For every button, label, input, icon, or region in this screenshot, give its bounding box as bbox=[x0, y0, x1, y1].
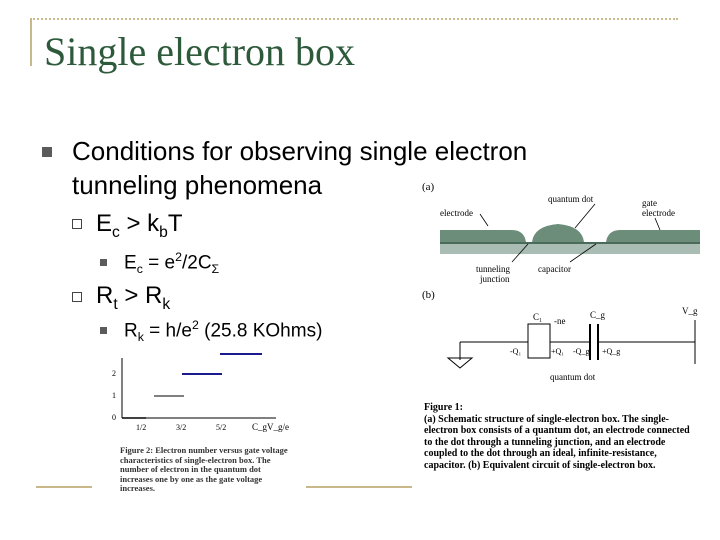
fig1-tj-line2: junction bbox=[480, 274, 510, 284]
sub-sub-bullet-marker bbox=[100, 259, 107, 266]
bullet-marker bbox=[42, 147, 52, 157]
fig1-label-a: (a) bbox=[422, 181, 435, 193]
title-left-rule bbox=[30, 18, 32, 66]
title-top-rule bbox=[30, 18, 678, 20]
bottom-rule-left bbox=[36, 486, 92, 488]
fig1-qgneg-label: -Q_g bbox=[573, 347, 590, 356]
fig1-vg-label: V_g bbox=[682, 306, 698, 316]
fig1-tj-line1: tunneling bbox=[476, 264, 510, 274]
sub-bullet-marker bbox=[72, 219, 82, 229]
sub-bullet-marker bbox=[72, 292, 82, 302]
figure1b-circuit bbox=[440, 300, 710, 395]
fig1-gate-line1: gate bbox=[642, 198, 657, 208]
condition-rt-rk: $R_t > R_k$ bbox=[96, 282, 171, 313]
fig1-cg-label: C_g bbox=[590, 310, 606, 320]
formula-rk: $R_k = h/e^2$ (25.8 KOhms) bbox=[124, 318, 323, 345]
bullet-text-conditions: Conditions for observing single electron tunneling phenomena bbox=[72, 136, 528, 200]
fig2-xtick-1: 1/2 bbox=[136, 423, 147, 432]
fig2-xtick-3: 5/2 bbox=[216, 423, 227, 432]
figure2-caption: Figure 2: Electron number versus gate voltage characteristics of single-electron box. The number of electron in the quantum dot increases one by one as the gate voltage increases. bbox=[120, 445, 288, 493]
figure1-caption-text: (a) Schematic structure of single-electron box. The single-electron box consists of a quantum dot, an electrode connected to the dot through a tunneling junction, and an electrode coupled to the dot through an ideal, infinite-resistance, capacitor. (b) Equivalent circuit of single-electron box. bbox=[424, 413, 690, 471]
fig1-tunneling-junction-label bbox=[476, 264, 510, 284]
formula-ec: $E_c = e^2/2C_\Sigma$ bbox=[124, 250, 220, 277]
figure1-caption-title: Figure 1: bbox=[424, 402, 463, 413]
figure2-staircase-plot bbox=[100, 346, 305, 441]
fig2-xlabel: C_gV_g/e bbox=[252, 422, 289, 432]
fig1-quantum-dot-b-label: quantum dot bbox=[550, 372, 596, 382]
fig1-q1neg-label: -Q₁ bbox=[510, 347, 522, 356]
slide-title: Single electron box bbox=[44, 29, 356, 74]
fig2-ytick-0: 0 bbox=[112, 413, 116, 422]
fig1-q1pos-label: +Q₁ bbox=[551, 347, 565, 356]
fig1-gate-line2: electrode bbox=[642, 208, 675, 218]
fig1-capacitor-label: capacitor bbox=[538, 264, 571, 274]
fig1-electrode-label: electrode bbox=[440, 208, 473, 218]
fig1-ne-label: -ne bbox=[554, 316, 566, 326]
fig2-ytick-1: 1 bbox=[112, 391, 116, 400]
fig1-qgpos-label: +Q_g bbox=[602, 347, 621, 356]
fig1-gate-electrode-label bbox=[642, 198, 675, 218]
fig1-quantum-dot-label: quantum dot bbox=[548, 194, 594, 204]
fig1-c1-label: C₁ bbox=[533, 312, 543, 322]
bottom-rule-right bbox=[306, 486, 412, 488]
figure1a-schematic bbox=[420, 176, 710, 301]
fig2-ytick-2: 2 bbox=[112, 369, 116, 378]
figure1-caption bbox=[424, 402, 700, 472]
sub-sub-bullet-marker bbox=[100, 327, 107, 334]
fig1-label-b: (b) bbox=[422, 289, 435, 301]
fig2-xtick-2: 3/2 bbox=[176, 423, 187, 432]
condition-ec-kbt: $E_c > k_bT$ bbox=[96, 210, 183, 241]
